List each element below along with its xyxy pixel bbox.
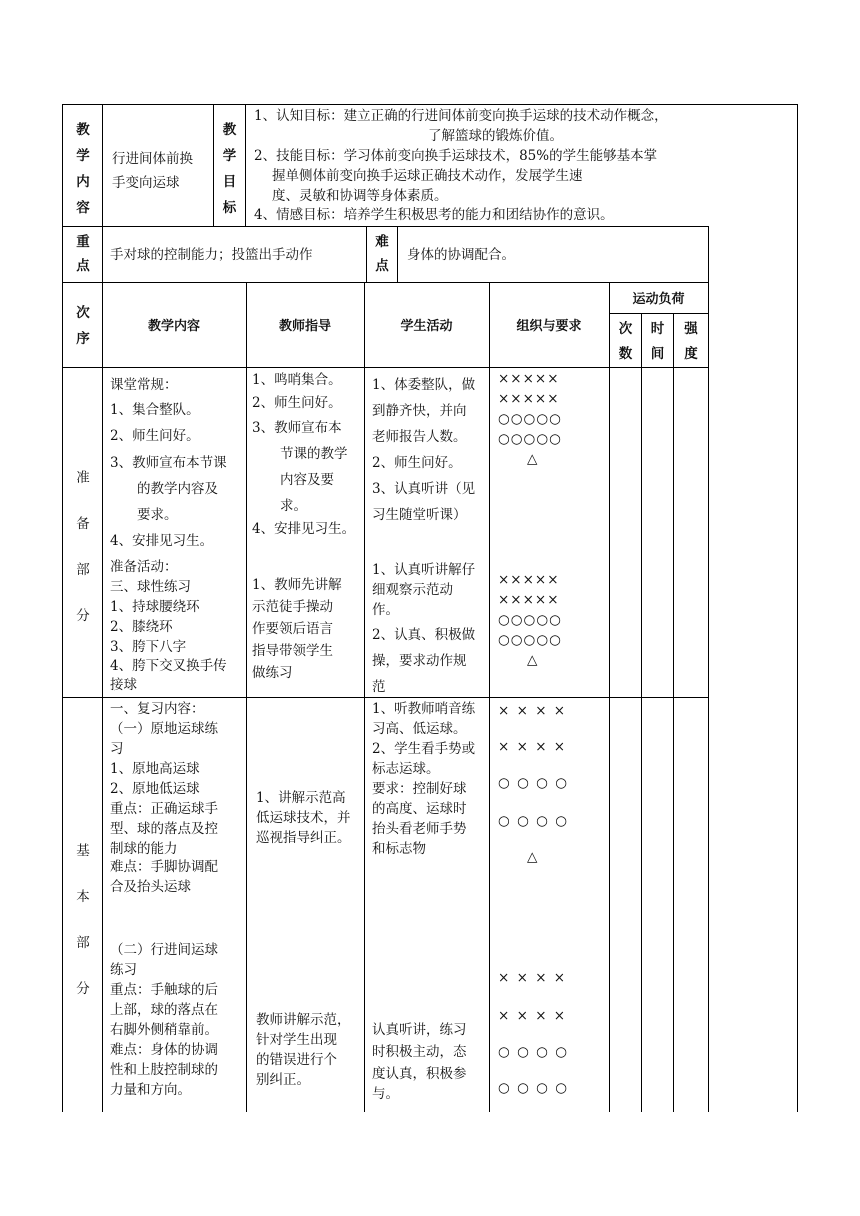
header-times: 次 数 xyxy=(618,321,633,362)
prep-content-line: 课堂常规： xyxy=(110,377,178,393)
basic-content-line: 合及抬头运球 xyxy=(110,879,191,895)
prep-student-line: 2、师生问好。 xyxy=(372,455,462,471)
prep-teacher-line: 1、鸣哨集合。 xyxy=(252,372,342,388)
formation-row: ○○○○○ xyxy=(498,411,562,427)
teacher-position-icon: △ xyxy=(527,451,538,467)
label-teaching-goals: 教 学 目 标 xyxy=(222,122,237,216)
basic-student-line: 的高度、运球时 xyxy=(372,801,467,817)
prep-teacher-line: 1、教师先讲解 xyxy=(252,577,342,593)
basic-content-line: （一）原地运球练 xyxy=(110,721,218,737)
goal-line: 了解篮球的锻炼价值。 xyxy=(428,128,563,144)
prep-student-line: 3、认真听讲（见 xyxy=(372,481,476,497)
prep-teacher-line: 指导带领学生 xyxy=(252,643,333,659)
header-exercise-load: 运动负荷 xyxy=(632,292,685,307)
label-key-point: 重 点 xyxy=(76,234,90,274)
formation-row: ○○○○○ xyxy=(498,632,562,648)
goal-line: 1、认知目标：建立正确的行进间体前变向换手运球的技术动作概念， xyxy=(254,108,668,124)
prep-content-line: 准备活动： xyxy=(110,559,178,575)
goal-line: 握单侧体前变向换手运球正确技术动作，发展学生速 xyxy=(272,168,583,184)
label-difficulty: 难 点 xyxy=(375,234,389,274)
basic-content-line: 练习 xyxy=(110,962,137,978)
basic-content-line: （二）行进间运球 xyxy=(110,942,218,958)
teacher-position-icon: △ xyxy=(527,652,538,668)
basic-content-line: 上部，球的落点在 xyxy=(110,1002,218,1018)
formation-row: × × × × xyxy=(498,970,566,986)
formation-row: ××××× xyxy=(498,371,560,387)
basic-student-line: 认真听讲，练习 xyxy=(372,1022,467,1038)
basic-student-line: 习高、低运球。 xyxy=(372,721,467,737)
prep-teacher-line: 求。 xyxy=(280,498,307,514)
prep-content-line: 3、教师宣布本节课 xyxy=(110,455,227,471)
prep-teacher-line: 4、安排见习生。 xyxy=(252,521,356,537)
basic-content-line: 习 xyxy=(110,741,124,757)
goal-line: 度、灵敏和协调等身体素质。 xyxy=(272,188,448,204)
prep-content-line: 的教学内容及 xyxy=(137,481,218,497)
formation-row: × × × × xyxy=(498,1008,566,1024)
prep-content-line: 1、持球腰绕环 xyxy=(110,599,200,615)
basic-content-line: 性和上肢控制球的 xyxy=(110,1062,218,1078)
header-time: 时 间 xyxy=(650,321,665,362)
difficulty-text: 身体的协调配合。 xyxy=(407,247,515,263)
teacher-position-icon: △ xyxy=(527,849,538,865)
basic-teacher-line: 别纠正。 xyxy=(256,1072,310,1088)
basic-student-line: 时积极主动，态 xyxy=(372,1044,467,1060)
formation-row: ××××× xyxy=(498,572,560,588)
basic-teacher-line: 针对学生出现 xyxy=(256,1032,337,1048)
prep-content-line: 2、膝绕环 xyxy=(110,619,173,635)
header-intensity: 强 度 xyxy=(684,321,698,362)
basic-content-line: 难点：手脚协调配 xyxy=(110,859,218,875)
formation-row: ○ ○ ○ ○ xyxy=(498,775,567,791)
basic-content-line: 力量和方向。 xyxy=(110,1082,191,1098)
prep-teacher-line: 内容及要 xyxy=(280,472,334,488)
prep-content-line: 3、胯下八字 xyxy=(110,639,187,655)
prep-student-line: 习生随堂听课） xyxy=(372,507,467,523)
goal-line: 2、技能目标：学习体前变向换手运球技术，85%的学生能够基本掌 xyxy=(254,148,658,164)
header-teacher: 教师指导 xyxy=(278,319,331,334)
header-student: 学生活动 xyxy=(400,319,453,334)
basic-student-line: 2、学生看手势或 xyxy=(372,741,476,757)
formation-row: ○○○○○ xyxy=(498,431,562,447)
basic-student-line: 抬头看老师手势 xyxy=(372,821,467,837)
basic-content-line: 右脚外侧稍靠前。 xyxy=(110,1022,218,1038)
prep-student-line: 到静齐快，并向 xyxy=(372,403,467,419)
basic-student-line: 标志运球。 xyxy=(372,761,440,777)
prep-content-line: 要求。 xyxy=(137,507,178,523)
prep-teacher-line: 做练习 xyxy=(252,665,293,681)
prep-content-line: 4、安排见习生。 xyxy=(110,533,214,549)
basic-content-line: 型、球的落点及控 xyxy=(110,821,218,837)
basic-teacher-line: 低运球技术，并 xyxy=(256,810,351,826)
header-organization: 组织与要求 xyxy=(516,319,582,334)
formation-row: ○ ○ ○ ○ xyxy=(498,813,567,829)
teaching-content-text: 行进间体前换 手变向运球 xyxy=(112,151,193,191)
formation-row: ○ ○ ○ ○ xyxy=(498,1044,567,1060)
formation-row: ○ ○ ○ ○ xyxy=(498,1080,567,1096)
prep-teacher-line: 3、教师宣布本 xyxy=(252,420,342,436)
basic-student-line: 1、听教师哨音练 xyxy=(372,701,476,717)
key-point-text: 手对球的控制能力；投篮出手动作 xyxy=(110,247,313,263)
basic-content-line: 2、原地低运球 xyxy=(110,781,200,797)
prep-content-line: 4、胯下交叉换手传 xyxy=(110,658,227,674)
basic-content-line: 难点：身体的协调 xyxy=(110,1042,218,1058)
basic-student-line: 要求：控制好球 xyxy=(372,781,467,797)
prep-student-line: 操，要求动作规 xyxy=(372,653,467,669)
basic-student-line: 度认真，积极参 xyxy=(372,1066,467,1082)
basic-teacher-line: 1、讲解示范高 xyxy=(256,790,346,806)
basic-content-line: 1、原地高运球 xyxy=(110,761,200,777)
formation-row: × × × × xyxy=(498,739,566,755)
prep-student-line: 1、体委整队，做 xyxy=(372,377,476,393)
prep-teacher-line: 2、师生问好。 xyxy=(252,395,342,411)
basic-content-line: 重点：正确运球手 xyxy=(110,801,218,817)
prep-teacher-line: 示范徒手操动 xyxy=(252,599,333,615)
prep-content-line: 2、师生问好。 xyxy=(110,428,200,444)
header-content: 教学内容 xyxy=(147,319,200,334)
formation-row: ○○○○○ xyxy=(498,612,562,628)
basic-teacher-line: 教师讲解示范， xyxy=(256,1012,351,1028)
label-teaching-content: 教 学 内 容 xyxy=(76,122,90,216)
formation-row: ××××× xyxy=(498,592,560,608)
prep-content-line: 1、集合整队。 xyxy=(110,402,200,418)
formation-row: × × × × xyxy=(498,703,566,719)
basic-teacher-line: 的错误进行个 xyxy=(256,1052,337,1068)
prep-content-line: 接球 xyxy=(110,677,137,693)
basic-content-line: 一、复习内容： xyxy=(110,701,205,717)
prep-student-line: 范 xyxy=(372,679,386,695)
prep-student-line: 作。 xyxy=(372,602,399,618)
goal-line: 4、情感目标：培养学生积极思考的能力和团结协作的意识。 xyxy=(254,207,614,223)
basic-student-line: 和标志物 xyxy=(372,841,426,857)
prep-student-line: 1、认真听讲解仔 xyxy=(372,562,476,578)
formation-row: ××××× xyxy=(498,391,560,407)
prep-student-line: 2、认真、积极做 xyxy=(372,627,476,643)
prep-teacher-line: 节课的教学 xyxy=(280,446,348,462)
prep-student-line: 细观察示范动 xyxy=(372,582,453,598)
prep-content-line: 三、球性练习 xyxy=(110,579,191,595)
prep-teacher-line: 作要领后语言 xyxy=(252,621,333,637)
prep-student-line: 老师报告人数。 xyxy=(372,429,467,445)
basic-content-line: 重点：手触球的后 xyxy=(110,982,218,998)
basic-teacher-line: 巡视指导纠正。 xyxy=(256,830,351,846)
basic-content-line: 制球的能力 xyxy=(110,841,178,857)
label-basic-part: 基 本 部 分 xyxy=(76,843,90,997)
basic-student-line: 与。 xyxy=(372,1086,399,1102)
label-preparation-part: 准 备 部 分 xyxy=(76,470,90,624)
header-order: 次 序 xyxy=(76,305,90,347)
